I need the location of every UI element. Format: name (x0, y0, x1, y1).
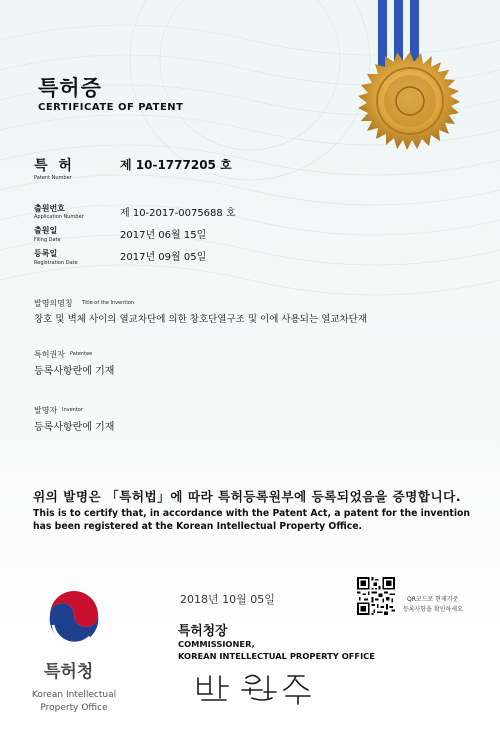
qr-code-icon[interactable] (357, 577, 395, 615)
filing-label-en: Filing Date (34, 237, 61, 243)
application-label-en: Application Number (34, 214, 84, 220)
kipo-name-en-1: Korean Intellectual (31, 690, 117, 700)
registration-label: 등록일 (34, 249, 58, 258)
certification-text-en-2: has been registered at the Korean Intellectual Property Office. (33, 521, 363, 532)
qr-caption-1: QR코드로 현재기준 (407, 596, 459, 603)
inventor-label-en: Inventor (62, 407, 83, 413)
invention-title: 창호 및 벽체 사이의 열교차단에 의한 창호단열구조 및 이에 사용되는 열교차단재 (34, 314, 368, 325)
kipo-logo-icon (40, 585, 108, 653)
kipo-name-ko: 특허청 (44, 662, 94, 682)
gold-seal-icon (355, 50, 465, 160)
commissioner-signature (190, 668, 320, 708)
certificate-subtitle: CERTIFICATE OF PATENT (38, 102, 184, 113)
invention-title-label: 발명의명칭 (34, 299, 73, 308)
kipo-name-en-2: Property Office (40, 703, 108, 713)
application-number: 제 10-2017-0075688 호 (120, 208, 236, 219)
registration-label-en: Registration Date (34, 260, 78, 266)
certification-text-en-1: This is to certify that, in accordance with the Patent Act, a patent for the invention (33, 508, 471, 519)
commissioner-title-en-1: COMMISSIONER, (178, 639, 255, 649)
patent-label: 특 허 (34, 158, 75, 174)
patentee-label: 특허권자 (34, 350, 65, 359)
patent-number: 제 10-1777205 호 (120, 158, 232, 172)
commissioner-title-en-2: KOREAN INTELLECTUAL PROPERTY OFFICE (178, 651, 375, 661)
certification-text-ko: 위의 발명은 「특허법」에 따라 특허등록원부에 등록되었음을 증명합니다. (33, 489, 462, 504)
background-pattern (0, 0, 500, 320)
registration-date: 2017년 09월 05일 (120, 252, 207, 263)
patentee-value: 등록사항란에 기재 (34, 366, 115, 377)
patentee-label-en: Patentee (70, 351, 93, 357)
certificate-title: 특허증 (38, 76, 102, 100)
inventor-value: 등록사항란에 기재 (34, 422, 115, 433)
filing-date: 2017년 06월 15일 (120, 230, 207, 241)
application-label: 출원번호 (34, 204, 65, 213)
filing-label: 출원일 (34, 226, 58, 235)
invention-title-label-en: Title of the Invention (82, 300, 134, 306)
qr-caption-2: 등록사항을 확인하세요 (403, 606, 463, 613)
issue-date: 2018년 10월 05일 (180, 593, 275, 606)
patent-label-en: Patent Number (34, 175, 72, 181)
inventor-label: 발명자 (34, 406, 58, 415)
commissioner-title: 특허청장 (178, 624, 228, 639)
